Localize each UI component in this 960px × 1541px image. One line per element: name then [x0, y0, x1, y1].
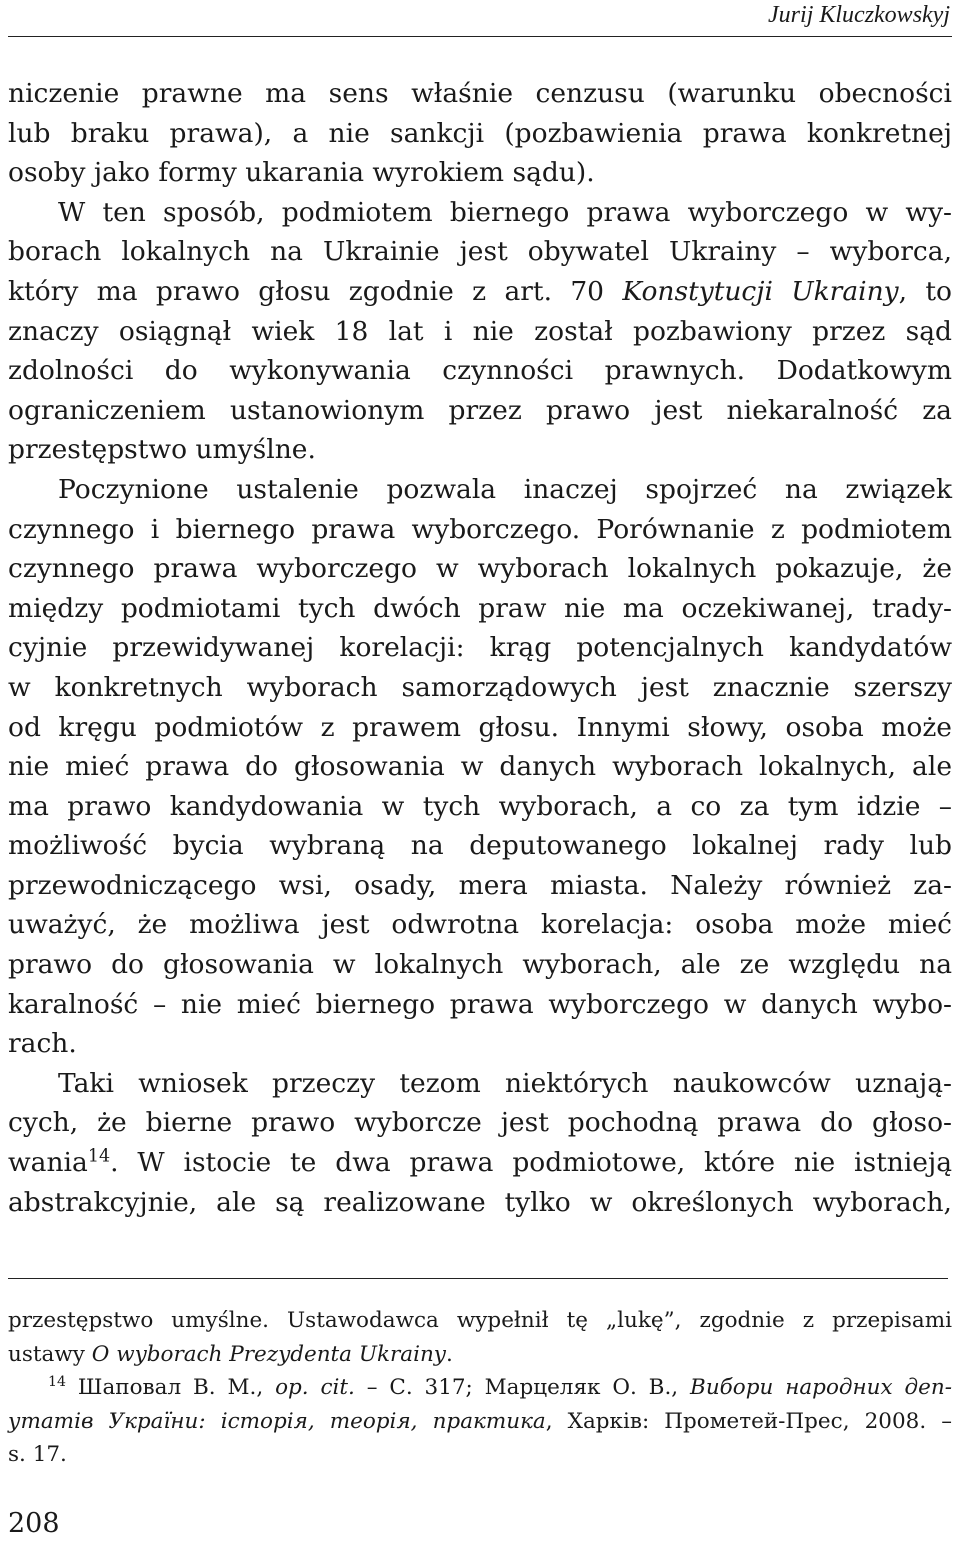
- footnote-line: [8, 1338, 952, 1372]
- body-line: znaczy osiągnął wiek 18 lat i nie został pozbawiony przez sąd: [8, 315, 952, 347]
- body-line: borach lokalnych na Ukrainie jest obywatel Ukrainy – wyborca,: [8, 236, 952, 268]
- body-line: przestępstwo umyślne.: [8, 434, 316, 466]
- footnote-text-run: .: [445, 1341, 453, 1367]
- cited-book-title: Вибори народних деп-: [690, 1375, 952, 1400]
- body-line: cych, że bierne prawo wyborcze jest pochodną prawa do głoso-: [8, 1107, 952, 1139]
- body-line: osoby jako formy ukarania wyrokiem sądu).: [8, 157, 595, 189]
- header-divider: [8, 36, 952, 37]
- body-line: ograniczeniem ustanowionym przez prawo jest niekaralność za: [8, 394, 952, 426]
- footnote-line: s. 17.: [8, 1442, 67, 1467]
- footnote-text-run: Шаповал В. М.,: [66, 1375, 276, 1400]
- body-line: w konkretnych wyborach samorządowych jest znacznie szerszy: [8, 671, 952, 703]
- body-line: karalność – nie mieć biernego prawa wyborczego w danych wybo-: [8, 988, 952, 1020]
- body-text-run: który ma prawo głosu zgodnie z art. 70: [8, 275, 623, 307]
- body-line: Taki wniosek przeczy tezom niektórych naukowców uznają-: [58, 1067, 952, 1099]
- body-line: prawo do głosowania w lokalnych wyborach, ale ze względu na: [8, 949, 952, 981]
- body-text-run: wania: [8, 1147, 88, 1179]
- footnote-line: [8, 1405, 952, 1439]
- footnote-reference: 14: [87, 1146, 111, 1167]
- footnote-text-run: , Харків: Прометей-Прес, 2008. –: [545, 1408, 952, 1434]
- body-line: [8, 1143, 952, 1183]
- body-line: Poczynione ustalenie pozwala inaczej spojrzeć na związek: [58, 473, 952, 505]
- footnote-divider: [8, 1278, 948, 1279]
- body-line: między podmiotami tych dwóch praw nie ma oczekiwanej, trady-: [8, 592, 952, 624]
- footnotes: [8, 1304, 952, 1472]
- body-line: przewodniczącego wsi, osady, mera miasta. Należy również za-: [8, 869, 952, 901]
- body-line: [8, 272, 952, 312]
- body-line: nie mieć prawa do głosowania w danych wyborach lokalnych, ale: [8, 751, 952, 783]
- body-text: [8, 74, 952, 1222]
- body-line: czynnego prawa wyborczego w wyborach lokalnych pokazuje, że: [8, 553, 952, 585]
- footnote-line: [8, 1371, 952, 1405]
- body-text-run: , to: [898, 275, 953, 307]
- running-header-author: Jurij Kluczkowskyj: [768, 2, 950, 28]
- body-line: niczenie prawne ma sens właśnie cenzusu (warunku obecności: [8, 78, 952, 109]
- cited-law-title: O wyborach Prezydenta Ukrainy: [91, 1341, 446, 1367]
- body-line: uważyć, że możliwa jest odwrotna korelacja: osoba może mieć: [8, 909, 952, 941]
- body-line: rach.: [8, 1028, 77, 1060]
- cited-book-title: утатів України: історія, теорія, практика: [8, 1408, 546, 1434]
- body-line: cyjnie przewidywanej korelacji: krąg potencjalnych kandydatów: [8, 632, 952, 664]
- page-number: 208: [8, 1508, 60, 1539]
- body-line: od kręgu podmiotów z prawem głosu. Innymi słowy, osoba może: [8, 711, 952, 743]
- body-text-run: . W istocie te dwa prawa podmiotowe, które nie istnieją: [110, 1147, 952, 1179]
- body-line: abstrakcyjnie, ale są realizowane tylko w określonych wyborach,: [8, 1186, 952, 1218]
- body-line: ma prawo kandydowania w tych wyborach, a co za tym idzie –: [8, 790, 952, 822]
- cited-law-title: Konstytucji Ukrainy: [622, 275, 899, 307]
- body-line: czynnego i biernego prawa wyborczego. Porównanie z podmiotem: [8, 513, 952, 545]
- body-line: lub braku prawa), a nie sankcji (pozbawienia prawa konkretnej: [8, 117, 952, 149]
- footnote-line: przestępstwo umyślne. Ustawodawca wypełnił tę „lukę”, zgodnie z przepisami: [8, 1308, 952, 1333]
- body-line: W ten sposób, podmiotem biernego prawa wyborczego w wy-: [58, 196, 952, 228]
- footnote-number: 14: [48, 1374, 67, 1391]
- footnote-text-run: – С. 317; Марцеляк О. В.,: [354, 1375, 691, 1400]
- body-line: możliwość bycia wybraną na deputowanego lokalnej rady lub: [8, 830, 952, 862]
- body-line: zdolności do wykonywania czynności prawnych. Dodatkowym: [8, 355, 952, 387]
- footnote-text-run: ustawy: [8, 1341, 92, 1367]
- footnote-opcit: op. cit.: [275, 1375, 355, 1400]
